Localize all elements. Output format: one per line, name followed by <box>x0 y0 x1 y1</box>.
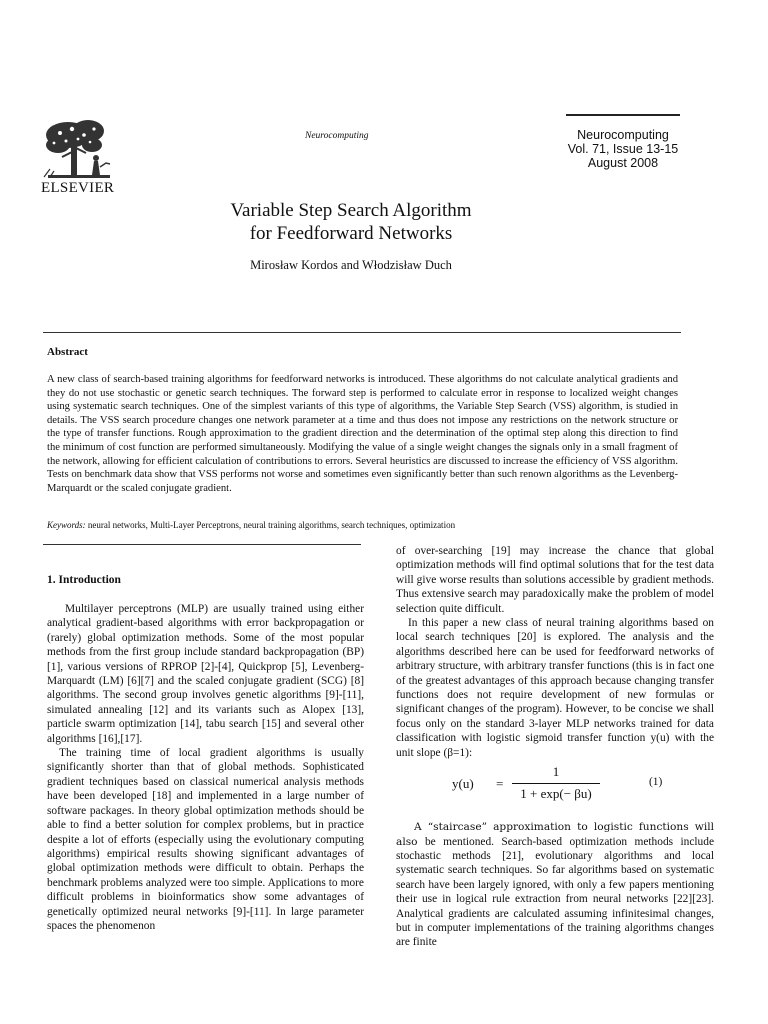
column-divider <box>43 544 361 545</box>
elsevier-tree-logo-icon <box>40 117 120 181</box>
journal-info-name: Neurocomputing <box>577 128 669 142</box>
equation-fraction-bar <box>512 783 600 784</box>
intro-paragraph-5-rest: be mentioned. Search-based optimization methods include stochastic methods [21], evolutionary algorithms and local systematic search techniques. So far algorithms based on systematic search have been largely ignored, with only a few papers mentioning their use in logical rule extraction from neural networks [22][23]. Analytical gradients are calculated assuming infinitesimal changes, but in computer implementations of the training algorithms changes are finite <box>396 835 714 949</box>
keywords-label: Keywords: <box>47 520 86 530</box>
equation-fraction <box>508 764 604 802</box>
equation-lhs: y(u) <box>452 776 474 792</box>
journal-info <box>540 128 706 170</box>
right-column <box>396 544 714 950</box>
equation-number: (1) <box>649 776 663 789</box>
publisher-name: ELSEVIER <box>41 180 115 196</box>
equation-1 <box>396 764 714 812</box>
paper-authors: Mirosław Kordos and Włodzisław Duch <box>250 258 452 272</box>
paper-title-line-1: Variable Step Search Algorithm <box>230 200 472 221</box>
intro-paragraph-3: of over-searching [19] may increase the chance that global optimization methods will find optimal solutions that for the test data will give worse results than solutions accessible by gradient methods. Thus extensive search may paradoxically make the problem of model selection quite difficult. <box>396 545 714 615</box>
keywords <box>47 520 455 530</box>
abstract-heading: Abstract <box>47 346 88 358</box>
journal-info-date: August 2008 <box>587 156 659 170</box>
intro-paragraph-1: Multilayer perceptrons (MLP) are usually trained using either analytical gradient-based algorithms with error backpropagation or (rarely) global optimization methods. Some of the most popular methods from the first group include standard backpropagation (BP) [1], various versions of RPROP [2]-[4], Quickprop [5], Levenberg-Marquardt (LM) [6][7] and the scaled conjugate gradient (SCG) [8] algorithms. The second group involves genetic algorithms [9]-[11], simulated annealing [12] and its variants such as Alopex [13], particle swarm optimization [14], tabu search [15] and several other algorithms [16],[17]. <box>47 603 364 745</box>
header-divider <box>566 114 680 116</box>
intro-paragraph-2: The training time of local gradient algorithms is usually significantly shorter than that of global methods. Sophisticated gradient techniques based on classical numerical analysis methods have been developed [18] and implemented in a large number of software packages. In theory global optimization methods should be able to find a better solution for complex problems, but in practice despite a lot of efforts (especially using the evolutionary computing algorithms) empirical results showing significant advantages of global optimization methods were difficult to obtain. Perhaps the benchmark problems analyzed were too simple. Applications to more difficult problems in bioinformatics show some advantages of genetically optimized neural networks [9]-[11]. In large parameter spaces the phenomenon <box>47 747 364 932</box>
abstract-body: A new class of search-based training algorithms for feedforward networks is introduced. These algorithms do not calculate analytical gradients and they do not use stochastic or genetic search techniques. The forward step is performed to calculate error in response to localized weight changes using systematic search techniques. One of the simplest variants of this type of algorithms, the Variable Step Search (VSS) algorithm, is studied in details. The VSS search procedure changes one network parameter at a time and thus does not impose any restrictions on the network structure or the type of transfer functions. Rough approximation to the gradient direction and the determination of the optimal step along this direction to find the minimum of cost function are performed simultaneously. Modifying the value of a single weight changes the signals only in a small fragment of the network, allowing for efficient calculation of contributions to errors. Several heuristics are discussed to increase the efficiency of VSS algorithm. Tests on benchmark data show that VSS performs not worse and sometimes even significantly better than such renown algorithms as the Levenberg-Marquardt or the scaled conjugate gradient. <box>47 374 678 494</box>
journal-info-volume: Vol. 71, Issue 13-15 <box>567 142 679 156</box>
paper-title-line-2: for Feedforward Networks <box>249 223 453 244</box>
equation-denominator: 1 + exp(− βu) <box>520 786 592 802</box>
intro-paragraph-5 <box>396 820 714 950</box>
equation-equals: = <box>496 776 504 792</box>
keywords-text: neural networks, Multi-Layer Perceptrons, neural training algorithms, search techniques, optimization <box>87 520 456 530</box>
intro-paragraph-4: In this paper a new class of neural training algorithms based on local search techniques [20] is explored. The analysis and the algorithms described here can be used for feedforward networks of arbitrary structure, with arbitrary transfer functions (this is in fact one of the greatest advantages of this approach because changing transfer functions does not require development of new formulas or significant changes of the program). However, to be concise we shall focus only on the standard 3-layer MLP networks trained for data classification with logistic sigmoid transfer function y(u) with the unit slope (β=1): <box>396 617 714 759</box>
paper-title <box>0 199 702 245</box>
intro-paragraph-5-lead: A “staircase” approximation to logistic functions will also <box>396 821 714 848</box>
equation-numerator: 1 <box>552 764 560 780</box>
abstract-divider <box>43 332 681 333</box>
section-heading-introduction: 1. Introduction <box>47 574 121 586</box>
left-column <box>47 574 364 933</box>
journal-name-center: Neurocomputing <box>305 131 369 141</box>
